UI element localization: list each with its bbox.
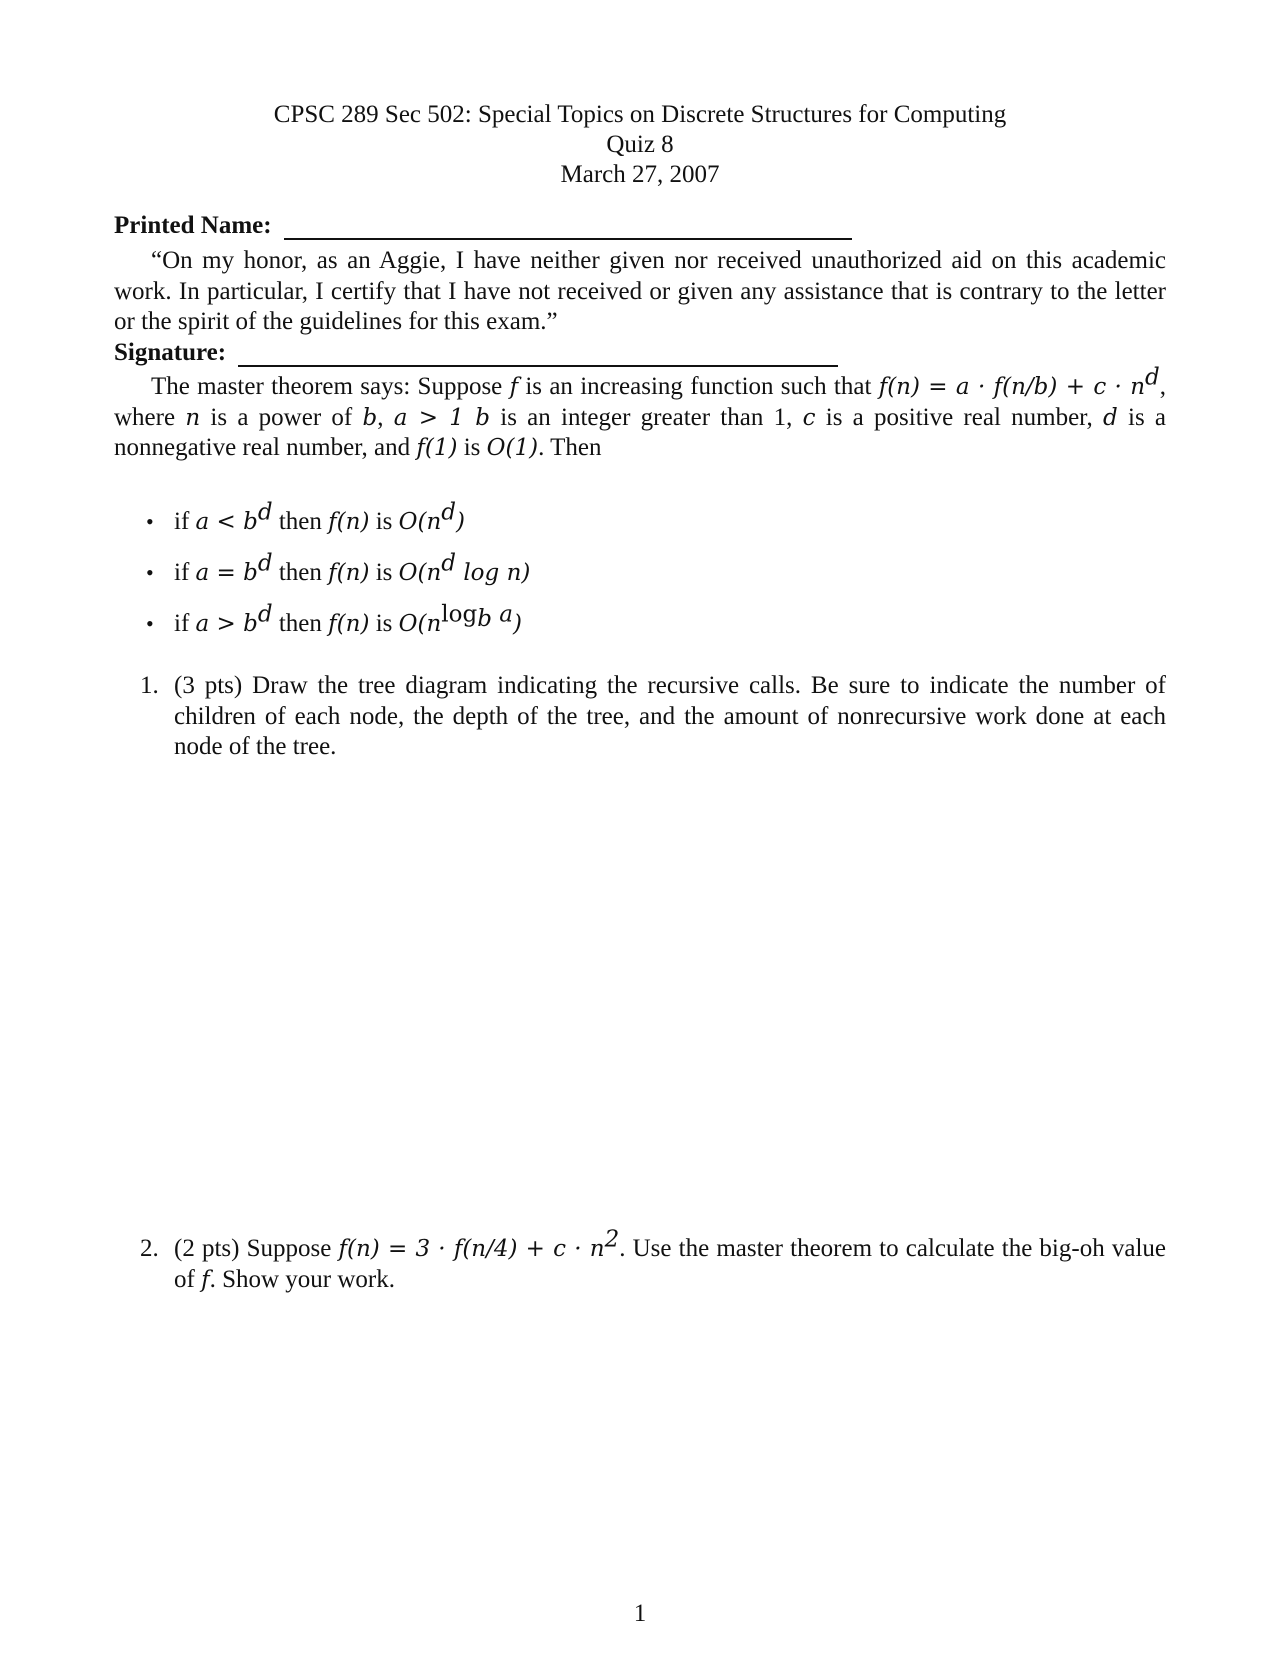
- bullet-icon: •: [146, 509, 154, 534]
- recurrence-formula: f(n) = a · f(n/b) + c · n: [878, 374, 1146, 400]
- question-number: 1.: [140, 672, 159, 699]
- question-text: (2 pts) Suppose $f(n) = 3 \cdot f(n/4) + c \cdot n^2$. Use the master theorem to calculate the big-oh value of f. Show your work.: [174, 1226, 1166, 1293]
- document-header: [0, 100, 1280, 190]
- quiz-title: Quiz 8: [606, 131, 674, 158]
- course-title: CPSC 289 Sec 502: Special Topics on Discrete Structures for Computing: [273, 101, 1007, 128]
- signature-line[interactable]: [238, 365, 838, 367]
- question-1: [140, 671, 1166, 763]
- question-text: (3 pts) Draw the tree diagram indicating the recursive calls. Be sure to indicate the number of children of each node, the depth of the tree, and the amount of nonrecursive work done at each node of the tree.: [174, 672, 1166, 760]
- page-number: 1: [633, 1600, 647, 1627]
- bullet-icon: •: [146, 611, 154, 636]
- printed-name-line[interactable]: [284, 238, 852, 240]
- case-item: • if $a < b^d$ then f(n) is $O(n^d)$: [146, 499, 465, 535]
- question-number: 2.: [140, 1235, 159, 1262]
- case-item: • if $a > b^d$ then f(n) is $O(n^{log}_b$ $^a$): [146, 601, 522, 637]
- case-item: • if $a = b^d$ then f(n) is $O(n^d$ log n): [146, 550, 531, 586]
- bullet-icon: •: [146, 560, 154, 585]
- theorem-cases: [146, 499, 531, 661]
- signature-row: [114, 339, 838, 367]
- question-2: [140, 1226, 1166, 1295]
- honor-statement: “On my honor, as an Aggie, I have neither given nor received unauthorized aid on this academic work. In particular, I certify that I have not received or given any assistance that is contrary to the letter or the spirit of the guidelines for this exam.”: [114, 247, 1166, 335]
- master-theorem-statement: The master theorem says: Suppose f is an increasing function such that $f(n) = a \cdot f(n/b) + c \cdot n^d$, where n is a power of b, a > 1 b is an integer greater than 1, c is a positive real number, d is a nonnegative real number, and f(1) is O(1). Then: [114, 364, 1167, 461]
- printed-name-row: [114, 212, 852, 240]
- printed-name-label: Printed Name:: [114, 212, 272, 239]
- signature-label: Signature:: [114, 339, 227, 366]
- quiz-date: March 27, 2007: [560, 161, 720, 188]
